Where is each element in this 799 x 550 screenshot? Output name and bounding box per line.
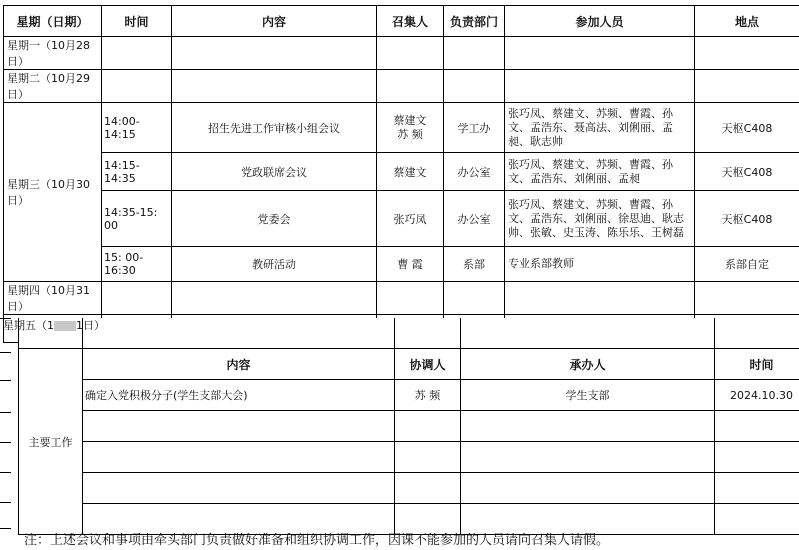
- item-dept: 办公室: [444, 191, 505, 247]
- day-friday-partial: 星期五（1 1日）: [3, 319, 105, 332]
- day-monday: 星期一（10月28日）: [4, 37, 102, 70]
- table-row: [19, 380, 799, 411]
- work-content: 确定入党积极分子(学生支部大会): [83, 380, 395, 411]
- item-dept: 学工办: [444, 103, 505, 153]
- header-time: 时间: [102, 6, 172, 37]
- item-convener: 张巧凤: [377, 191, 444, 247]
- table-row: [4, 70, 799, 103]
- item-location: 天枢C408: [695, 191, 799, 247]
- day-thursday: 星期四（10月31日）: [4, 282, 102, 315]
- work-header-handler: 承办人: [461, 349, 715, 380]
- work-header-content: 内容: [83, 349, 395, 380]
- item-convener: 蔡建文 苏 频: [377, 103, 444, 153]
- item-time: 15: 00-16:30: [102, 247, 172, 282]
- table-row: [4, 103, 799, 153]
- section-label: 主要工作: [19, 349, 83, 535]
- work-header-row: [19, 349, 799, 380]
- schedule-header-row: [4, 6, 799, 37]
- work-coordinator: 苏 频: [395, 380, 461, 411]
- work-table: [18, 318, 799, 535]
- header-participants: 参加人员: [505, 6, 695, 37]
- header-day: 星期（日期）: [4, 6, 102, 37]
- item-dept: 办公室: [444, 153, 505, 191]
- work-time: 2024.10.30: [715, 380, 799, 411]
- work-header-time: 时间: [715, 349, 799, 380]
- item-participants: 张巧凤、蔡建文、苏频、曹霞、孙文、孟浩东、刘俐丽、孟昶: [505, 153, 695, 191]
- item-time: 14:15-14:35: [102, 153, 172, 191]
- table-row: [19, 473, 799, 504]
- item-time: 14:00-14:15: [102, 103, 172, 153]
- item-content: 教研活动: [172, 247, 377, 282]
- header-convener: 召集人: [377, 6, 444, 37]
- work-handler: 学生支部: [461, 380, 715, 411]
- table-row: [4, 191, 799, 247]
- table-row: [19, 411, 799, 442]
- item-location: 系部自定: [695, 247, 799, 282]
- footnote: 注：上述会议和事项由牵头部门负责做好准备和组织协调工作，因课不能参加的人员请向召集人请假。: [24, 533, 610, 548]
- item-location: 天枢C408: [695, 153, 799, 191]
- item-content: 党委会: [172, 191, 377, 247]
- header-dept: 负责部门: [444, 6, 505, 37]
- left-table-edge: [0, 318, 18, 550]
- item-content: 招生先进工作审核小组会议: [172, 103, 377, 153]
- item-convener: 曹 霞: [377, 247, 444, 282]
- table-row: [19, 442, 799, 473]
- header-location: 地点: [695, 6, 799, 37]
- header-content: 内容: [172, 6, 377, 37]
- schedule-table: [3, 5, 799, 343]
- item-content: 党政联席会议: [172, 153, 377, 191]
- table-row: [4, 247, 799, 282]
- table-row: [19, 318, 799, 349]
- work-header-coordinator: 协调人: [395, 349, 461, 380]
- item-convener: 蔡建文: [377, 153, 444, 191]
- item-location: 天枢C408: [695, 103, 799, 153]
- item-dept: 系部: [444, 247, 505, 282]
- table-row: [19, 504, 799, 535]
- day-wednesday: 星期三（10月30日）: [4, 103, 102, 282]
- item-time: 14:35-15: 00: [102, 191, 172, 247]
- day-tuesday: 星期二（10月29日）: [4, 70, 102, 103]
- table-row: [4, 153, 799, 191]
- table-row: [4, 37, 799, 70]
- item-participants: 专业系部教师: [505, 247, 695, 282]
- item-participants: 张巧凤、蔡建文、苏频、曹霞、孙文、孟浩东、刘俐丽、徐思迪、耿志帅、张敏、史玉涛、陈乐乐、王树磊: [505, 191, 695, 247]
- table-row: [4, 282, 799, 315]
- item-participants: 张巧凤、蔡建文、苏频、曹霞、孙文、孟浩东、聂高法、刘俐丽、孟昶、耿志帅: [505, 103, 695, 153]
